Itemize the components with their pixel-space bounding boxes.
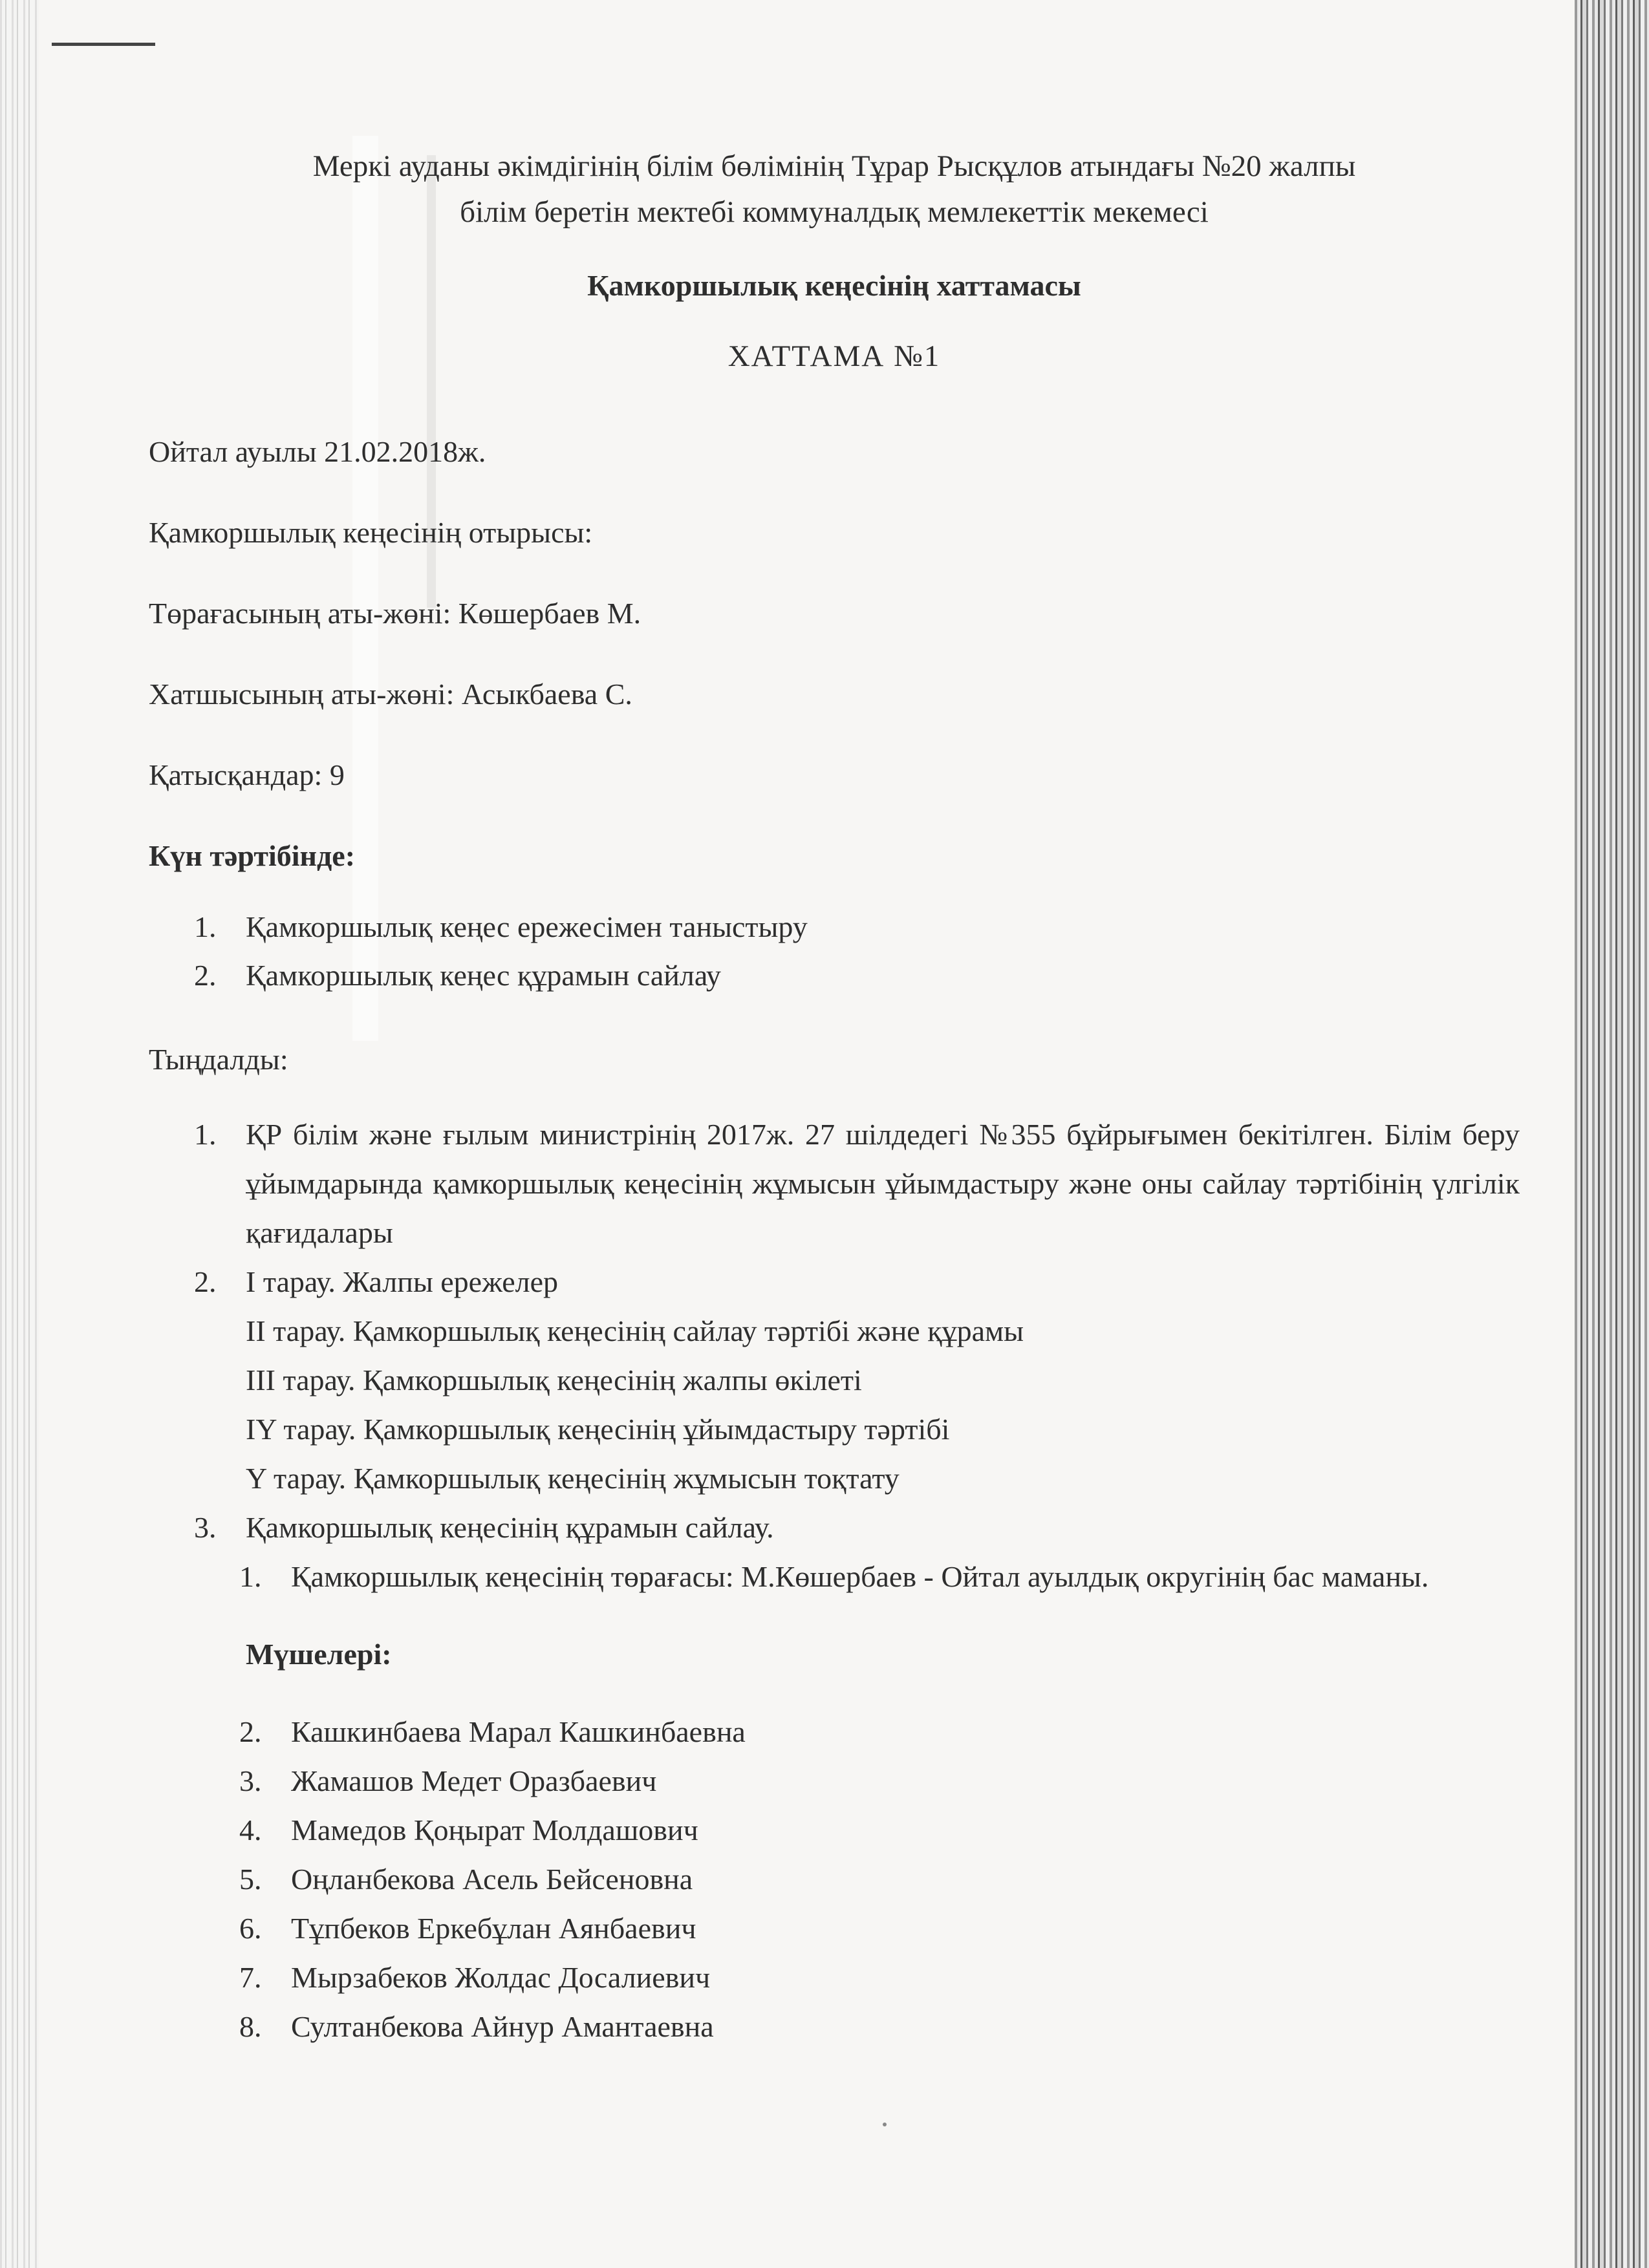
- agenda-list: [194, 903, 1520, 1000]
- scan-dot: [883, 2123, 887, 2126]
- member-name: Тұпбеков Еркебұлан Аянбаевич: [291, 1911, 696, 1945]
- member-item: [239, 1954, 1520, 2003]
- sub-item: [239, 1552, 1520, 1601]
- agenda-item: [194, 952, 1520, 1000]
- header-line: Меркі ауданы әкімдігінің білім бөлімінің Тұрар Рысқұлов атындағы №20 жалпы: [312, 149, 1356, 183]
- document-body: [149, 144, 1520, 2052]
- secretary-name: Хатшысының аты-жөні: Асыкбаева С.: [149, 677, 632, 711]
- member-item: [239, 1708, 1520, 1757]
- member-item: [239, 1856, 1520, 1905]
- member-item: [239, 1806, 1520, 1856]
- scan-left-edge: [0, 0, 39, 2268]
- document-header: [149, 144, 1520, 236]
- list-number: 3.: [239, 1764, 262, 1797]
- chapter-line: Y тарау. Қамкоршылық кеңесінің жұмысын тоқтату: [246, 1461, 900, 1495]
- list-number: 5.: [239, 1862, 262, 1896]
- heard-item: [194, 1257, 1520, 1503]
- document-title: Қамкоршылық кеңесінің хаттамасы: [587, 268, 1081, 302]
- members-list: [239, 1708, 1520, 2052]
- chapter-line: II тарау. Қамкоршылық кеңесінің сайлау тәртібі және құрамы: [246, 1314, 1024, 1347]
- list-number: 4.: [239, 1813, 262, 1846]
- list-number: 2.: [194, 958, 217, 992]
- scan-right-edge: [1575, 0, 1649, 2268]
- list-number: 1.: [194, 910, 217, 943]
- list-number: 1.: [239, 1559, 262, 1593]
- list-number: 3.: [194, 1510, 217, 1544]
- list-number: 6.: [239, 1911, 262, 1945]
- scan-mark: [52, 43, 155, 46]
- heard-list: [194, 1110, 1520, 1601]
- member-name: Оңланбекова Асель Бейсеновна: [291, 1862, 693, 1896]
- agenda-text: Қамкоршылық кеңес ережесімен таныстыру: [246, 910, 808, 943]
- chapter-line: IY тарау. Қамкоршылық кеңесінің ұйымдастыру тәртібі: [246, 1412, 950, 1446]
- heard-text: Қамкоршылық кеңесінің құрамын сайлау.: [246, 1510, 774, 1544]
- member-item: [239, 1757, 1520, 1806]
- header-line: білім беретін мектебі коммуналдық мемлекеттік мекемесі: [460, 195, 1209, 230]
- heard-item: [194, 1503, 1520, 1601]
- list-number: 7.: [239, 1960, 262, 1994]
- place-date: Ойтал ауылы 21.02.2018ж.: [149, 434, 486, 468]
- member-name: Кашкинбаева Марал Кашкинбаевна: [291, 1715, 746, 1748]
- heard-label: Тыңдалды:: [149, 1042, 288, 1076]
- list-number: 8.: [239, 2009, 262, 2043]
- member-name: Мамедов Қоңырат Молдашович: [291, 1813, 698, 1846]
- chapter-line: III тарау. Қамкоршылық кеңесінің жалпы өкілеті: [246, 1363, 862, 1396]
- agenda-label: Күн тәртібінде:: [149, 839, 356, 872]
- sub-list: [239, 1552, 1520, 1601]
- member-item: [239, 2003, 1520, 2052]
- member-name: Султанбекова Айнур Амантаевна: [291, 2009, 714, 2043]
- list-number: 2.: [239, 1715, 262, 1748]
- attendees-count: Қатысқандар: 9: [149, 758, 345, 791]
- chapter-line: I тарау. Жалпы ережелер: [246, 1265, 559, 1298]
- protocol-number: ХАТТАМА №1: [727, 339, 941, 374]
- list-number: 1.: [194, 1117, 217, 1151]
- agenda-text: Қамкоршылық кеңес құрамын сайлау: [246, 958, 721, 992]
- member-name: Жамашов Медет Оразбаевич: [291, 1764, 657, 1797]
- member-item: [239, 1905, 1520, 1954]
- agenda-item: [194, 903, 1520, 952]
- chair-name: Төрағасының аты-жөні: Көшербаев М.: [149, 596, 641, 630]
- heard-text: ҚР білім және ғылым министрінің 2017ж. 27 шілдедегі №355 бұйрығымен бекітілген. Білім беру ұйымдарында қамкоршылық кеңесінің жұмысын ұйымдастыру және оны сайлау тәртібінің үлгілік қағидалары: [246, 1117, 1520, 1249]
- member-name: Мырзабеков Жолдас Досалиевич: [291, 1960, 711, 1994]
- list-number: 2.: [194, 1265, 217, 1298]
- sub-text: Қамкоршылық кеңесінің төрағасы: М.Көшербаев - Ойтал ауылдық округінің бас маманы.: [291, 1559, 1429, 1593]
- heard-item: [194, 1110, 1520, 1257]
- session-label: Қамкоршылық кеңесінің отырысы:: [149, 515, 593, 549]
- members-label: Мүшелері:: [246, 1637, 392, 1671]
